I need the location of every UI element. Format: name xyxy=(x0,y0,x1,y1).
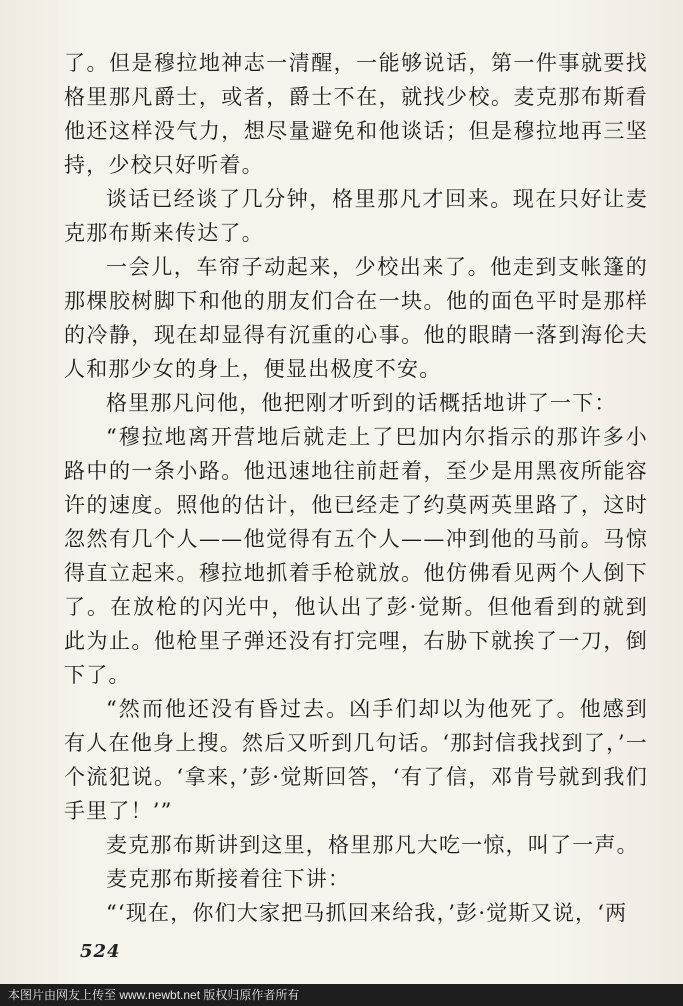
paragraph-6: “然而他还没有昏过去。凶手们却以为他死了。他感到有人在他身上搜。然后又听到几句话。‘那封信我找到了，’一个流犯说。‘拿来，’彭·觉斯回答，‘有了信，邓肯号就到我们手里了！’” xyxy=(64,697,648,823)
page-number: 524 xyxy=(80,941,121,962)
paragraph-8: 麦克那布斯接着往下讲： xyxy=(106,867,351,891)
body-text xyxy=(64,46,648,930)
paragraph-2: 谈话已经谈了几分钟，格里那凡才回来。现在只好让麦克那布斯来传达了。 xyxy=(64,187,648,245)
paragraph-4: 格里那凡问他，他把刚才听到的话概括地讲了一下： xyxy=(106,391,617,415)
watermark-footer xyxy=(0,984,683,1006)
paragraph-1: 了。但是穆拉地神志一清醒，一能够说话，第一件事就要找格里那凡爵士，或者，爵士不在，就找少校。麦克那布斯看他还这样没气力，想尽量避免和他谈话；但是穆拉地再三坚持，少校只好听着。 xyxy=(64,51,648,177)
paragraph-7: 麦克那布斯讲到这里，格里那凡大吃一惊，叫了一声。 xyxy=(106,833,639,857)
paragraph-5: “穆拉地离开营地后就走上了巴加内尔指示的那许多小路中的一条小路。他迅速地往前赶着，至少是用黑夜所能容许的速度。照他的估计，他已经走了约莫两英里路了，这时忽然有几个人——他觉得有五个人——冲到他的马前。马惊得直立起来。穆拉地抓着手枪就放。他仿佛看见两个人倒下了。在放枪的闪光中，他认出了彭·觉斯。但他看到的就到此为止。他枪里子弹还没有打完哩，右胁下就挨了一刀，倒下了。 xyxy=(64,425,648,687)
paragraph-3: 一会儿，车帘子动起来，少校出来了。他走到支帐篷的那棵胶树脚下和他的朋友们合在一块。他的面色平时是那样的冷静，现在却显得有沉重的心事。他的眼睛一落到海伦夫人和那少女的身上，便显出极度不安。 xyxy=(64,255,648,381)
paragraph-9: “‘现在，你们大家把马抓回来给我，’彭·觉斯又说，‘两 xyxy=(106,901,628,925)
watermark-text: 本图片由网友上传至 www.newbt.net 版权归原作者所有 xyxy=(8,988,300,1002)
